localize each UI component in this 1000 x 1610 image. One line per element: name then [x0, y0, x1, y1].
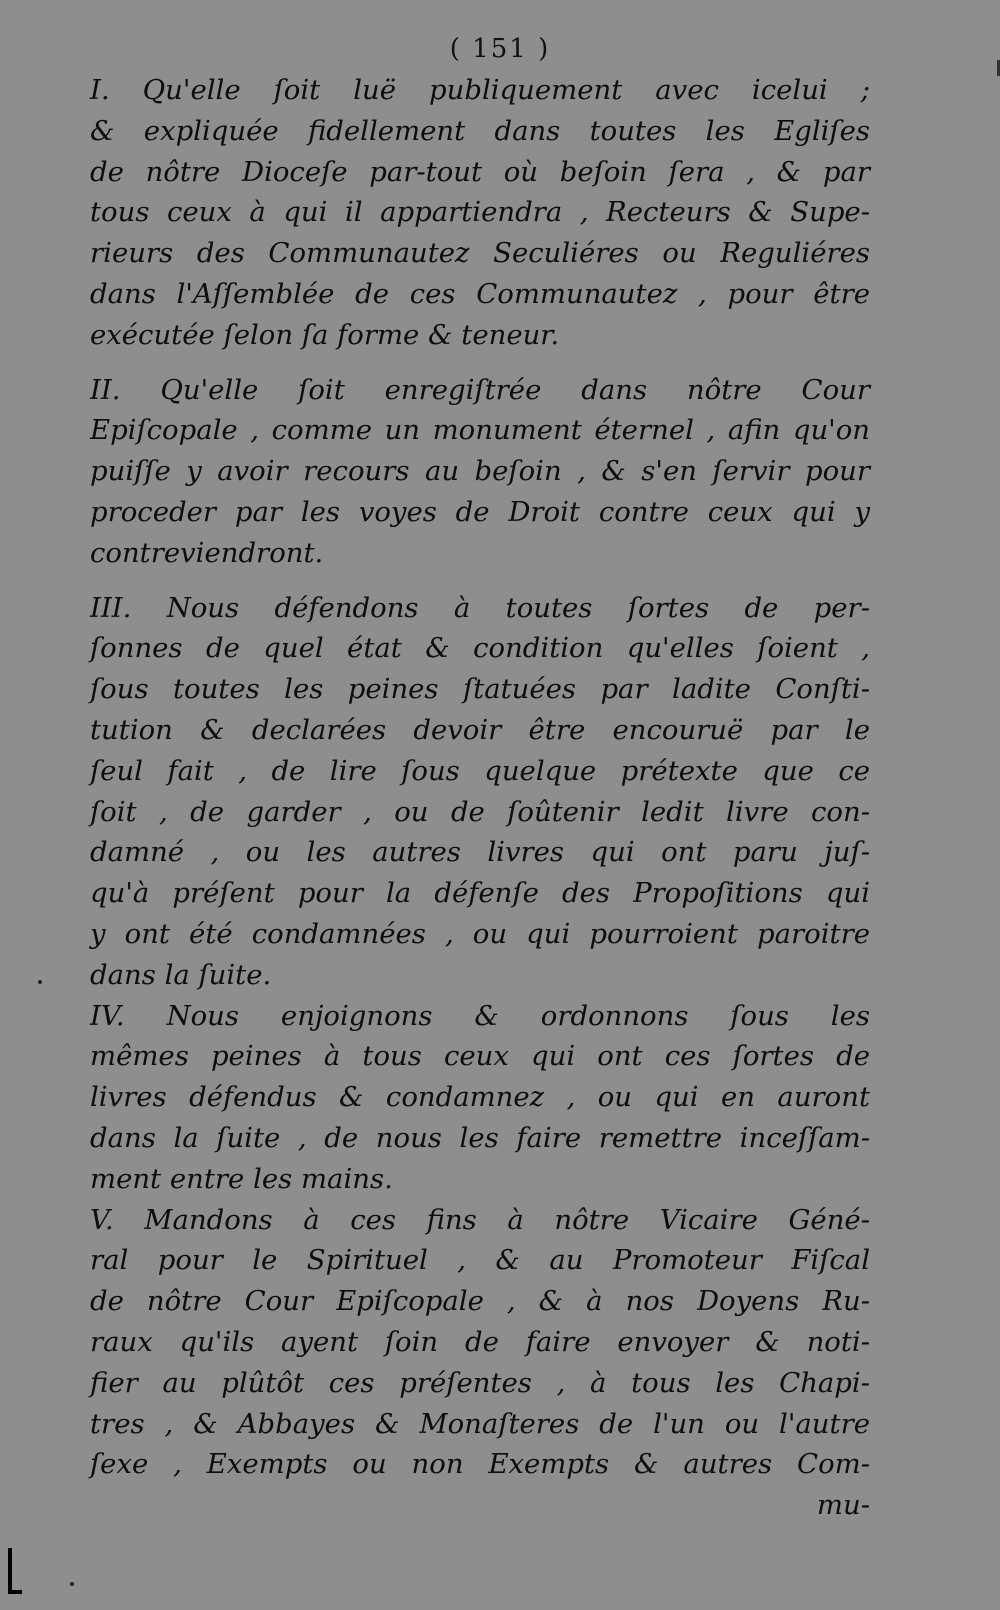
text-line: ment entre les mains.: [90, 1162, 393, 1195]
text-line: Epiſcopale , comme un monument éternel , afin qu'on: [90, 414, 870, 447]
speck: [70, 1582, 74, 1586]
text-line: dans la ſuite.: [90, 958, 272, 991]
text-line: de nôtre Cour Epiſcopale , & à nos Doyens Ru-: [90, 1285, 870, 1318]
margin-mark: [8, 1548, 12, 1594]
text-line: ral pour le Spirituel , & au Promoteur Fiſcal: [90, 1244, 870, 1277]
text-line: II. Qu'elle ſoit enregiſtrée dans nôtre Cour: [90, 373, 870, 406]
text-line: I. Qu'elle ſoit luë publiquement avec icelui ;: [90, 74, 870, 106]
text-line: raux qu'ils ayent ſoin de faire envoyer & noti-: [90, 1325, 870, 1358]
text-line: damné , ou les autres livres qui ont paru juſ-: [90, 836, 870, 869]
text-line: III. Nous défendons à toutes ſortes de per-: [90, 591, 870, 624]
catchword: mu-: [816, 1489, 870, 1522]
text-line: proceder par les voyes de Droit contre ceux qui y: [90, 495, 870, 528]
text-line: ſeul fait , de lire ſous quelque prétexte que ce: [90, 754, 870, 787]
text-line: fier au plûtôt ces préſentes , à tous les Chapi-: [90, 1366, 870, 1399]
text-line: ſexe , Exempts ou non Exempts & autres Com-: [90, 1448, 870, 1481]
text-line: ſous toutes les peines ſtatuées par ladite Conſti-: [90, 673, 870, 706]
text-line: & expliquée fidellement dans toutes les Egliſes: [90, 114, 870, 147]
margin-mark-foot: [8, 1590, 22, 1594]
text-line: rieurs des Communautez Seculiéres ou Reguliéres: [90, 237, 870, 270]
text-line: tution & declarées devoir être encouruë par le: [90, 713, 870, 746]
text-line: ſoit , de garder , ou de ſoûtenir ledit livre con-: [90, 795, 870, 828]
text-line: livres défendus & condamnez , ou qui en auront: [90, 1081, 870, 1114]
text-line: dans l'Aſſemblée de ces Communautez , pour être: [90, 277, 870, 310]
text-line: de nôtre Dioceſe par-tout où beſoin ſera , & par: [90, 155, 870, 188]
text-line: ſonnes de quel état & condition qu'elles ſoient ,: [90, 632, 870, 665]
text-line: tous ceux à qui il appartiendra , Recteurs & Supe-: [90, 196, 870, 229]
text-line: contreviendront.: [90, 536, 324, 569]
text-line: exécutée ſelon ſa forme & teneur.: [90, 318, 560, 351]
text-line: mêmes peines à tous ceux qui ont ces ſortes de: [90, 1040, 870, 1073]
speck: [38, 980, 42, 984]
text-line: V. Mandons à ces fins à nôtre Vicaire Géné-: [90, 1203, 870, 1236]
page-number: ( 151 ): [449, 34, 551, 64]
article-2: [90, 370, 870, 574]
article-1: [90, 70, 870, 356]
text-line: qu'à préſent pour la défenſe des Propoſitions qui: [90, 877, 870, 910]
text-line: dans la ſuite , de nous les faire remettre inceſſam-: [90, 1121, 870, 1154]
page-body: [90, 70, 870, 1526]
text-line: y ont été condamnées , ou qui pourroient paroitre: [90, 917, 870, 950]
article-3: [90, 588, 870, 996]
text-line: tres , & Abbayes & Monaſteres de l'un ou l'autre: [90, 1407, 870, 1440]
article-4: [90, 996, 870, 1200]
text-line: puiſſe y avoir recours au beſoin , & s'en ſervir pour: [90, 455, 870, 488]
article-5: [90, 1200, 870, 1486]
text-line: IV. Nous enjoignons & ordonnons ſous les: [90, 999, 870, 1032]
